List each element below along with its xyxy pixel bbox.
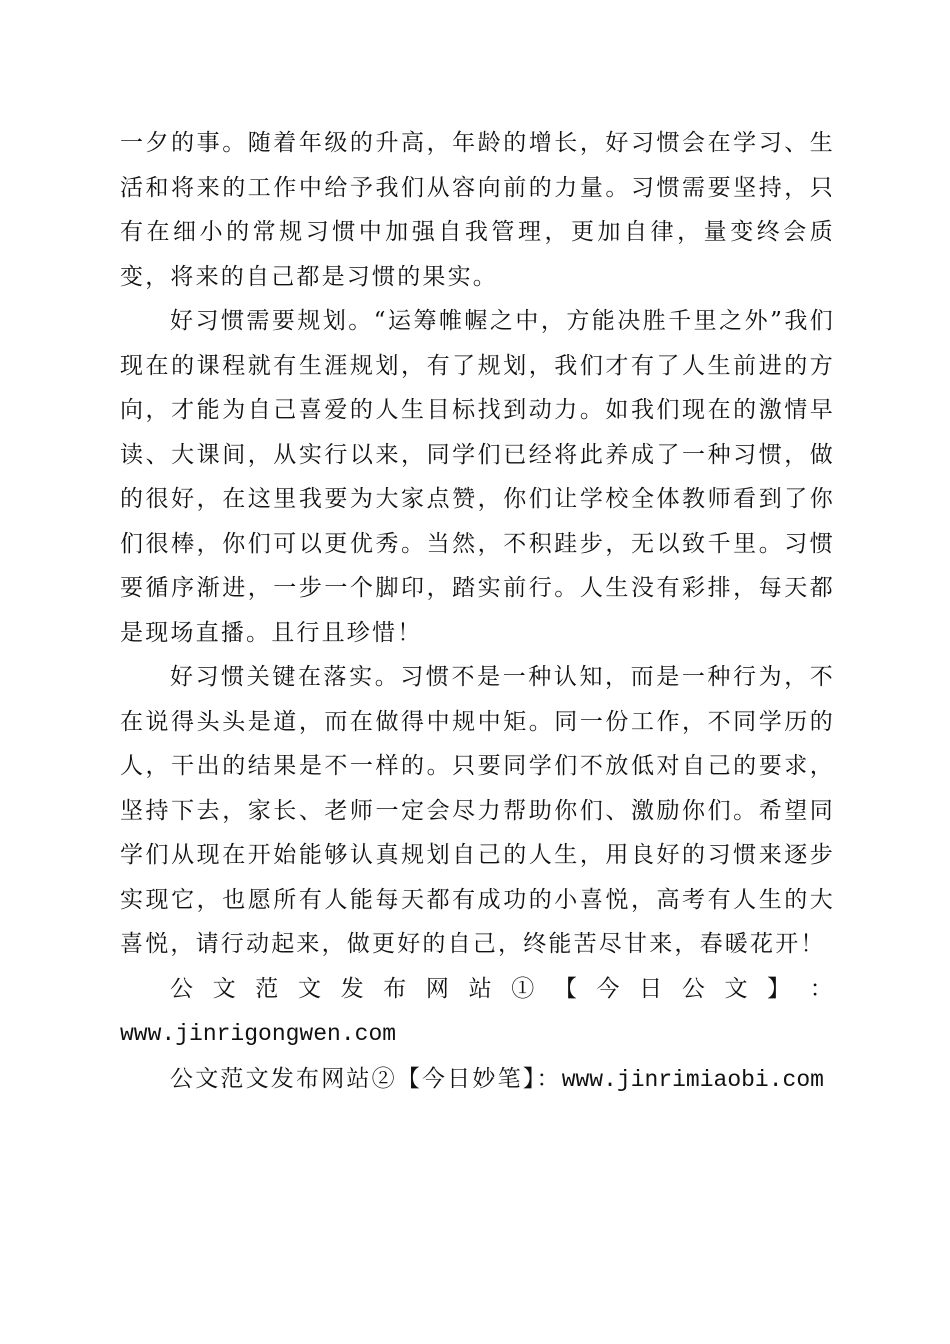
paragraph-implementation: 好习惯关键在落实。习惯不是一种认知，而是一种行为，不在说得头头是道，而在做得中规中矩。同一份工作，不同学历的人，干出的结果是不一样的。只要同学们不放低对自己的要求，坚持下去，家长、老师一定会尽力帮助你们、激励你们。希望同学们从现在开始能够认真规划自己的人生，用良好的习惯来逐步实现它，也愿所有人能每天都有成功的小喜悦，高考有人生的大喜悦，请行动起来，做更好的自己，终能苦尽甘来，春暖花开！ (120, 664, 835, 957)
paragraph-planning: 好习惯需要规划。“运筹帷幄之中，方能决胜千里之外”我们现在的课程就有生涯规划，有了规划，我们才有了人生前进的方向，才能为自己喜爱的人生目标找到动力。如我们现在的激情早读、大课间，从实行以来，同学们已经将此养成了一种习惯，做的很好，在这里我要为大家点赞，你们让学校全体教师看到了你们很棒，你们可以更优秀。当然，不积跬步，无以致千里。习惯要循序渐进，一步一个脚印，踏实前行。人生没有彩排，每天都是现场直播。且行且珍惜！ (120, 308, 835, 646)
footer-site1-label: 公 文 范 文 发 布 网 站 ① 【 今 日 公 文 】 ： (170, 975, 835, 1002)
site2-url-text: www.jinrimiaobi.com (561, 1066, 824, 1093)
footer-site2 (120, 1057, 835, 1103)
footer-site1-url (120, 1011, 835, 1057)
document-body (120, 121, 835, 1102)
site1-url-text: www.jinrigongwen.com (120, 1021, 397, 1047)
paragraph-continuation: 一夕的事。随着年级的升高，年龄的增长，好习惯会在学习、生活和将来的工作中给予我们从容向前的力量。习惯需要坚持，只有在细小的常规习惯中加强自我管理，更加自律，量变终会质变，将来的自己都是习惯的果实。 (120, 130, 835, 290)
site2-label-text: 公文范文发布网站②【今日妙笔】： (170, 1065, 562, 1092)
